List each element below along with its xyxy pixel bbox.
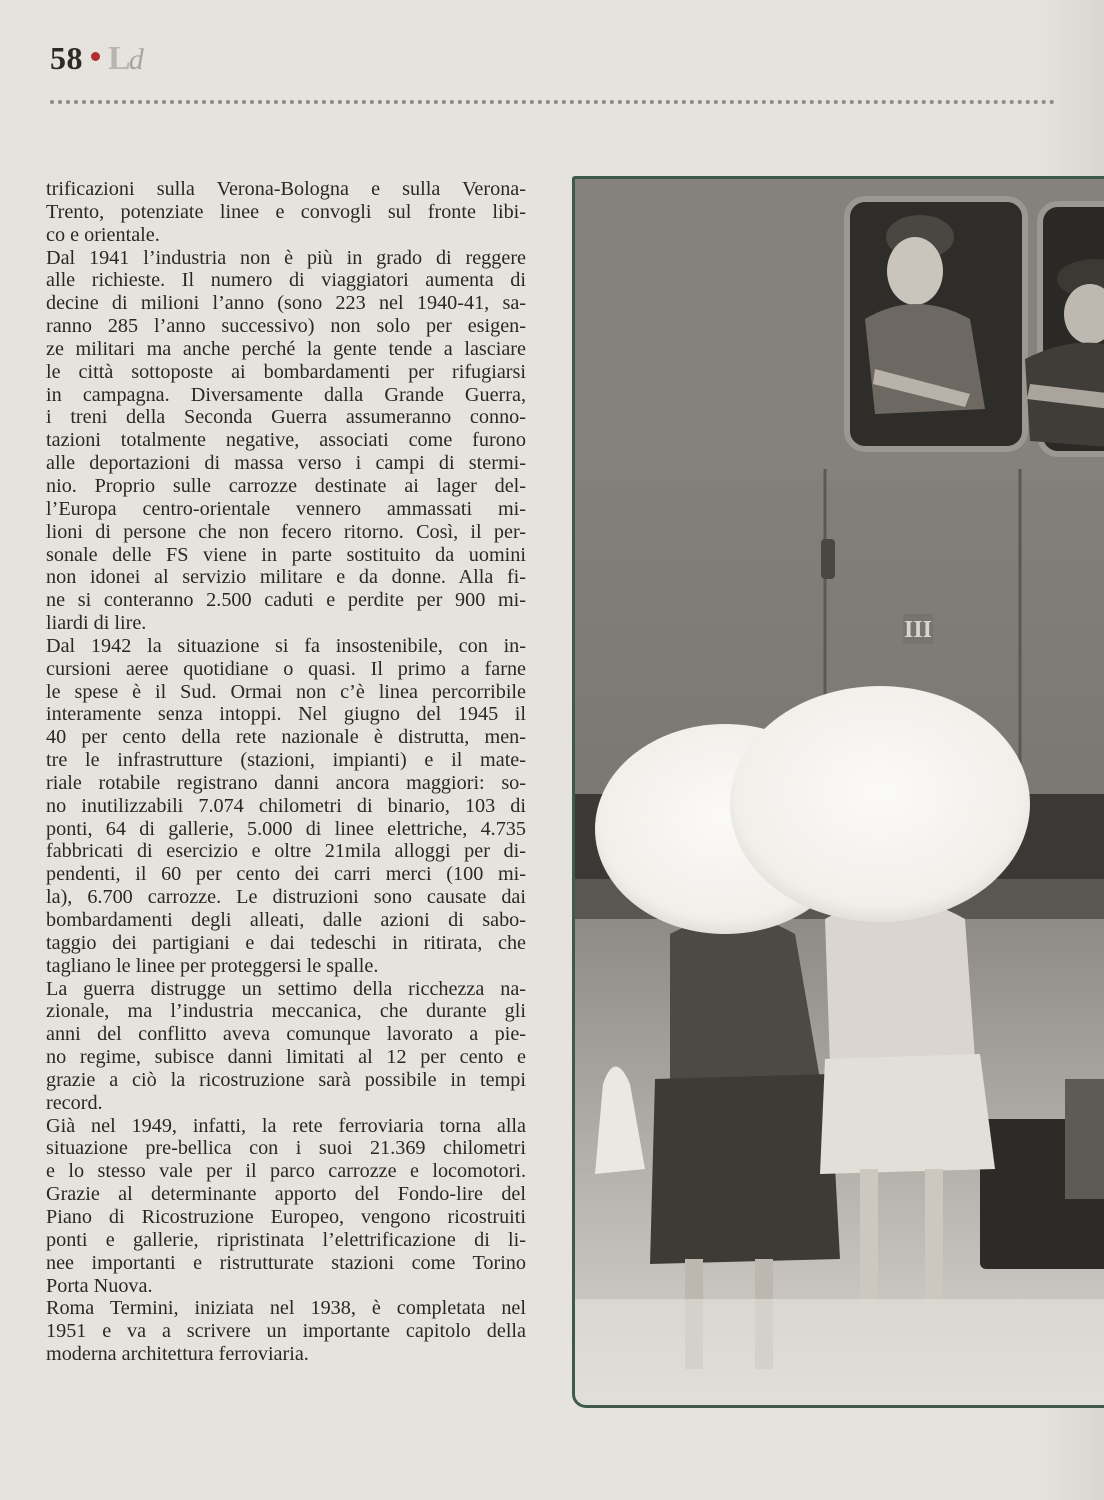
article-line: no inutilizzabili 7.074 chilometri di binario, 103 di xyxy=(46,794,526,817)
article-line: decine di milioni l’anno (sono 223 nel 1940-41, sa- xyxy=(46,292,526,315)
wide-brim-hat-right xyxy=(730,686,1030,922)
article-line: riale rotabile registrano danni ancora maggiori: so- xyxy=(46,771,526,794)
article-line: anni del conflitto aveva comunque lavorato a pie- xyxy=(46,1023,526,1046)
article-line: Piano di Ricostruzione Europeo, vengono ricostruiti xyxy=(46,1205,526,1228)
photo-fade xyxy=(575,1299,1104,1405)
article-line: Trento, potenziate linee e convogli sul fronte libi- xyxy=(46,200,526,223)
article-line: tre le infrastrutture (stazioni, impianti) e il mate- xyxy=(46,749,526,772)
article-line: La guerra distrugge un settimo della ricchezza na- xyxy=(46,977,526,1000)
article-line: in campagna. Diversamente dalla Grande Guerra, xyxy=(46,383,526,406)
article-line: sonale delle FS viene in parte sostituito da uomini xyxy=(46,543,526,566)
article-line: taggio dei partigiani e dai tedeschi in ritirata, che xyxy=(46,931,526,954)
article-line: pendenti, il 60 per cento dei carri merci (100 mi- xyxy=(46,863,526,886)
article-line: e lo stesso vale per il parco carrozze e locomotori. xyxy=(46,1160,526,1183)
article-line: situazione pre-bellica con i suoi 21.369 chilometri xyxy=(46,1137,526,1160)
header-dotted-rule xyxy=(50,100,1055,104)
article-line: Dal 1941 l’industria non è più in grado di reggere xyxy=(46,246,526,269)
article-line: nee importanti e ristrutturate stazioni come Torino xyxy=(46,1251,526,1274)
article-line: grazie a ciò la ricostruzione sarà possibile in tempi xyxy=(46,1068,526,1091)
article-line: Dal 1942 la situazione si fa insostenibile, con in- xyxy=(46,634,526,657)
article-paragraph xyxy=(46,247,526,635)
article-line: le città sottoposte ai bombardamenti per rifugiarsi xyxy=(46,360,526,383)
article-line: moderna architettura ferroviaria. xyxy=(46,1343,309,1366)
article-line: ze militari ma anche perché la gente tende a lasciare xyxy=(46,337,526,360)
logo-main-letter: L xyxy=(108,40,129,77)
article-line: Porta Nuova. xyxy=(46,1274,153,1297)
article-line: bombardamenti degli alleati, dalle azioni di sabo- xyxy=(46,909,526,931)
archival-photo xyxy=(572,176,1104,1408)
article-line: tazioni totalmente negative, associati come furono xyxy=(46,429,526,452)
door-handle xyxy=(821,539,835,579)
logo-suffix-letter: d xyxy=(128,43,142,76)
page-header xyxy=(50,40,142,100)
article-line: ne si conteranno 2.500 caduti e perdite per 900 mi- xyxy=(46,589,526,612)
article-line: record. xyxy=(46,1091,103,1114)
article-line: Già nel 1949, infatti, la rete ferroviaria torna alla xyxy=(46,1114,526,1137)
train-platform-illustration xyxy=(575,179,1104,1405)
article-line: i treni della Seconda Guerra assumeranno conno- xyxy=(46,406,526,429)
article-line: trificazioni sulla Verona-Bologna e sulla Verona- xyxy=(46,178,526,200)
article-body xyxy=(46,178,526,1366)
article-line: non idonei al servizio militare e da donne. Alla fi- xyxy=(46,566,526,589)
article-line: alle richieste. Il numero di viaggiatori aumenta di xyxy=(46,269,526,292)
article-line: Grazie al determinante apporto del Fondo-lire del xyxy=(46,1183,526,1206)
article-line: l’Europa centro-orientale vennero ammassati mi- xyxy=(46,497,526,520)
article-line: Roma Termini, iniziata nel 1938, è completata nel xyxy=(46,1297,526,1320)
article-line: le spese è il Sud. Ormai non c’è linea percorribile xyxy=(46,680,526,703)
article-line: zionale, ma l’industria meccanica, che durante gli xyxy=(46,1000,526,1023)
article-line: no regime, subisce danni limitati al 12 per cento e xyxy=(46,1046,526,1069)
article-line: alle deportazioni di massa verso i campi di stermi- xyxy=(46,452,526,475)
article-line: ponti e gallerie, ripristinata l’elettrificazione di li- xyxy=(46,1228,526,1251)
article-paragraph xyxy=(46,978,526,1115)
article-line: 40 per cento della rete nazionale è distrutta, men- xyxy=(46,726,526,749)
magazine-logo xyxy=(108,40,142,78)
article-paragraph xyxy=(46,1297,526,1366)
article-line: lioni di persone che non fecero ritorno. Così, il per- xyxy=(46,520,526,543)
article-line: interamente senza intoppi. Nel giugno del 1945 il xyxy=(46,703,526,726)
article-line: 1951 e va a scrivere un importante capitolo della xyxy=(46,1320,526,1343)
article-line: ranno 285 l’anno successivo) non solo per esigen- xyxy=(46,315,526,338)
article-line: tagliano le linee per proteggersi le spalle. xyxy=(46,954,379,977)
article-line: fabbricati di esercizio e oltre 21mila alloggi per di- xyxy=(46,840,526,863)
article-paragraph xyxy=(46,635,526,978)
article-line: liardi di lire. xyxy=(46,612,147,635)
luggage-crate xyxy=(1065,1079,1104,1199)
article-line: ponti, 64 di gallerie, 5.000 di linee elettriche, 4.735 xyxy=(46,817,526,840)
red-bullet-icon xyxy=(91,52,100,61)
article-line: nio. Proprio sulle carrozze destinate ai lager del- xyxy=(46,474,526,497)
carriage-class-mark: III xyxy=(903,617,933,643)
article-paragraph xyxy=(46,178,526,247)
article-line: la), 6.700 carrozze. Le distruzioni sono causate dai xyxy=(46,886,526,909)
article-paragraph xyxy=(46,1115,526,1298)
page-number: 58 xyxy=(50,40,83,76)
article-line: cursioni aeree quotidiane o quasi. Il primo a farne xyxy=(46,657,526,680)
article-line: co e orientale. xyxy=(46,223,160,246)
